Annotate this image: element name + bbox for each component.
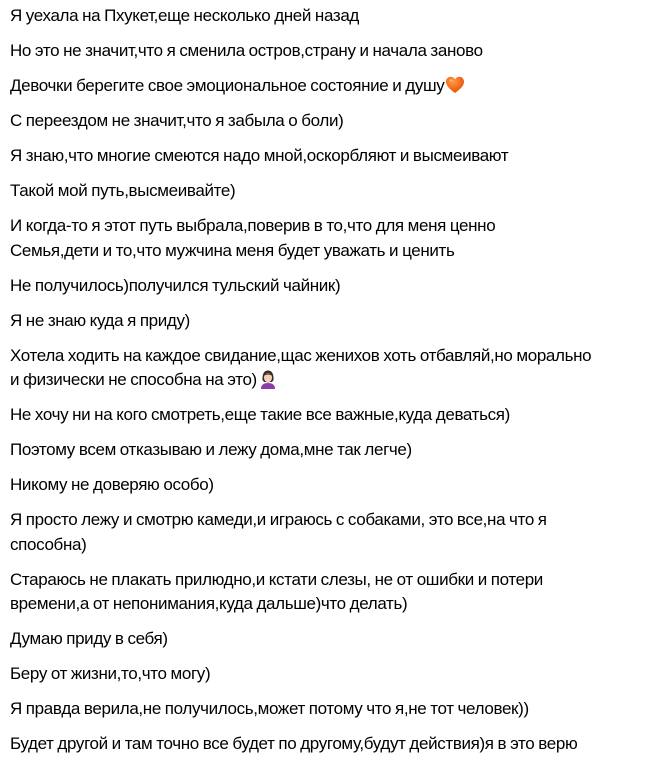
text-line: И когда-то я этот путь выбрала,поверив в то,что для меня ценно	[10, 216, 496, 235]
paragraph-16	[10, 627, 650, 652]
text-line: Но это не значит,что я сменила остров,страну и начала заново	[10, 41, 483, 60]
text-line: Стараюсь не плакать прилюдно,и кстати слезы, не от ошибки и потери	[10, 569, 543, 589]
text-line: С переездом не значит,что я забыла о боли)	[10, 111, 344, 130]
text-line: Я знаю,что многие смеются надо мной,оскорбляют и высмеивают	[10, 146, 509, 165]
paragraph-8	[10, 274, 650, 299]
paragraph-18	[10, 697, 650, 722]
paragraph-14	[10, 508, 650, 557]
orange-heart-icon	[445, 75, 465, 95]
paragraph-17	[10, 662, 650, 687]
paragraph-5	[10, 144, 650, 169]
text-line: и физически не способна на это)	[10, 370, 257, 389]
text-line: Не получилось)получился тульский чайник)	[10, 275, 341, 295]
text-line: Девочки берегите свое эмоциональное состояние и душу	[10, 76, 445, 95]
post-text	[10, 4, 650, 767]
text-line: Я правда верила,не получилось,может потому что я,не тот человек))	[10, 699, 529, 718]
text-line: времени,а от непонимания,куда дальше)что делать)	[10, 594, 408, 613]
paragraph-15	[10, 568, 650, 617]
paragraph-2	[10, 39, 650, 64]
text-line: Думаю приду в себя)	[10, 629, 168, 648]
paragraph-13	[10, 473, 650, 498]
text-line: Поэтому всем отказываю и лежу дома,мне так легче)	[10, 440, 412, 459]
paragraph-6	[10, 179, 650, 204]
paragraph-11	[10, 403, 650, 428]
paragraph-12	[10, 438, 650, 463]
paragraph-3	[10, 74, 650, 99]
text-line: Хотела ходить на каждое свидание,щас женихов хоть отбавляй,но морально	[10, 345, 592, 365]
paragraph-4	[10, 109, 650, 134]
text-line: Не хочу ни на кого смотреть,еще такие все важные,куда деваться)	[10, 405, 510, 424]
paragraph-10	[10, 344, 650, 393]
text-line: Будет другой и там точно все будет по другому,будут действия)я в это верю	[10, 734, 578, 753]
woman-facepalming-icon	[258, 369, 278, 389]
paragraph-19	[10, 732, 650, 757]
text-line: Я просто лежу и смотрю камеди,и играюсь с собаками, это все,на что я	[10, 510, 547, 529]
text-line: Семья,дети и то,что мужчина меня будет уважать и ценить	[10, 240, 455, 260]
text-line: Беру от жизни,то,что могу)	[10, 664, 211, 683]
paragraph-9	[10, 309, 650, 334]
paragraph-1	[10, 4, 650, 29]
paragraph-7	[10, 214, 650, 263]
text-line: способна)	[10, 534, 87, 554]
text-line: Я не знаю куда я приду)	[10, 310, 190, 330]
text-line: Никому не доверяю особо)	[10, 475, 214, 494]
text-line: Я уехала на Пхукет,еще несколько дней назад	[10, 6, 359, 25]
text-line: Такой мой путь,высмеивайте)	[10, 181, 236, 200]
